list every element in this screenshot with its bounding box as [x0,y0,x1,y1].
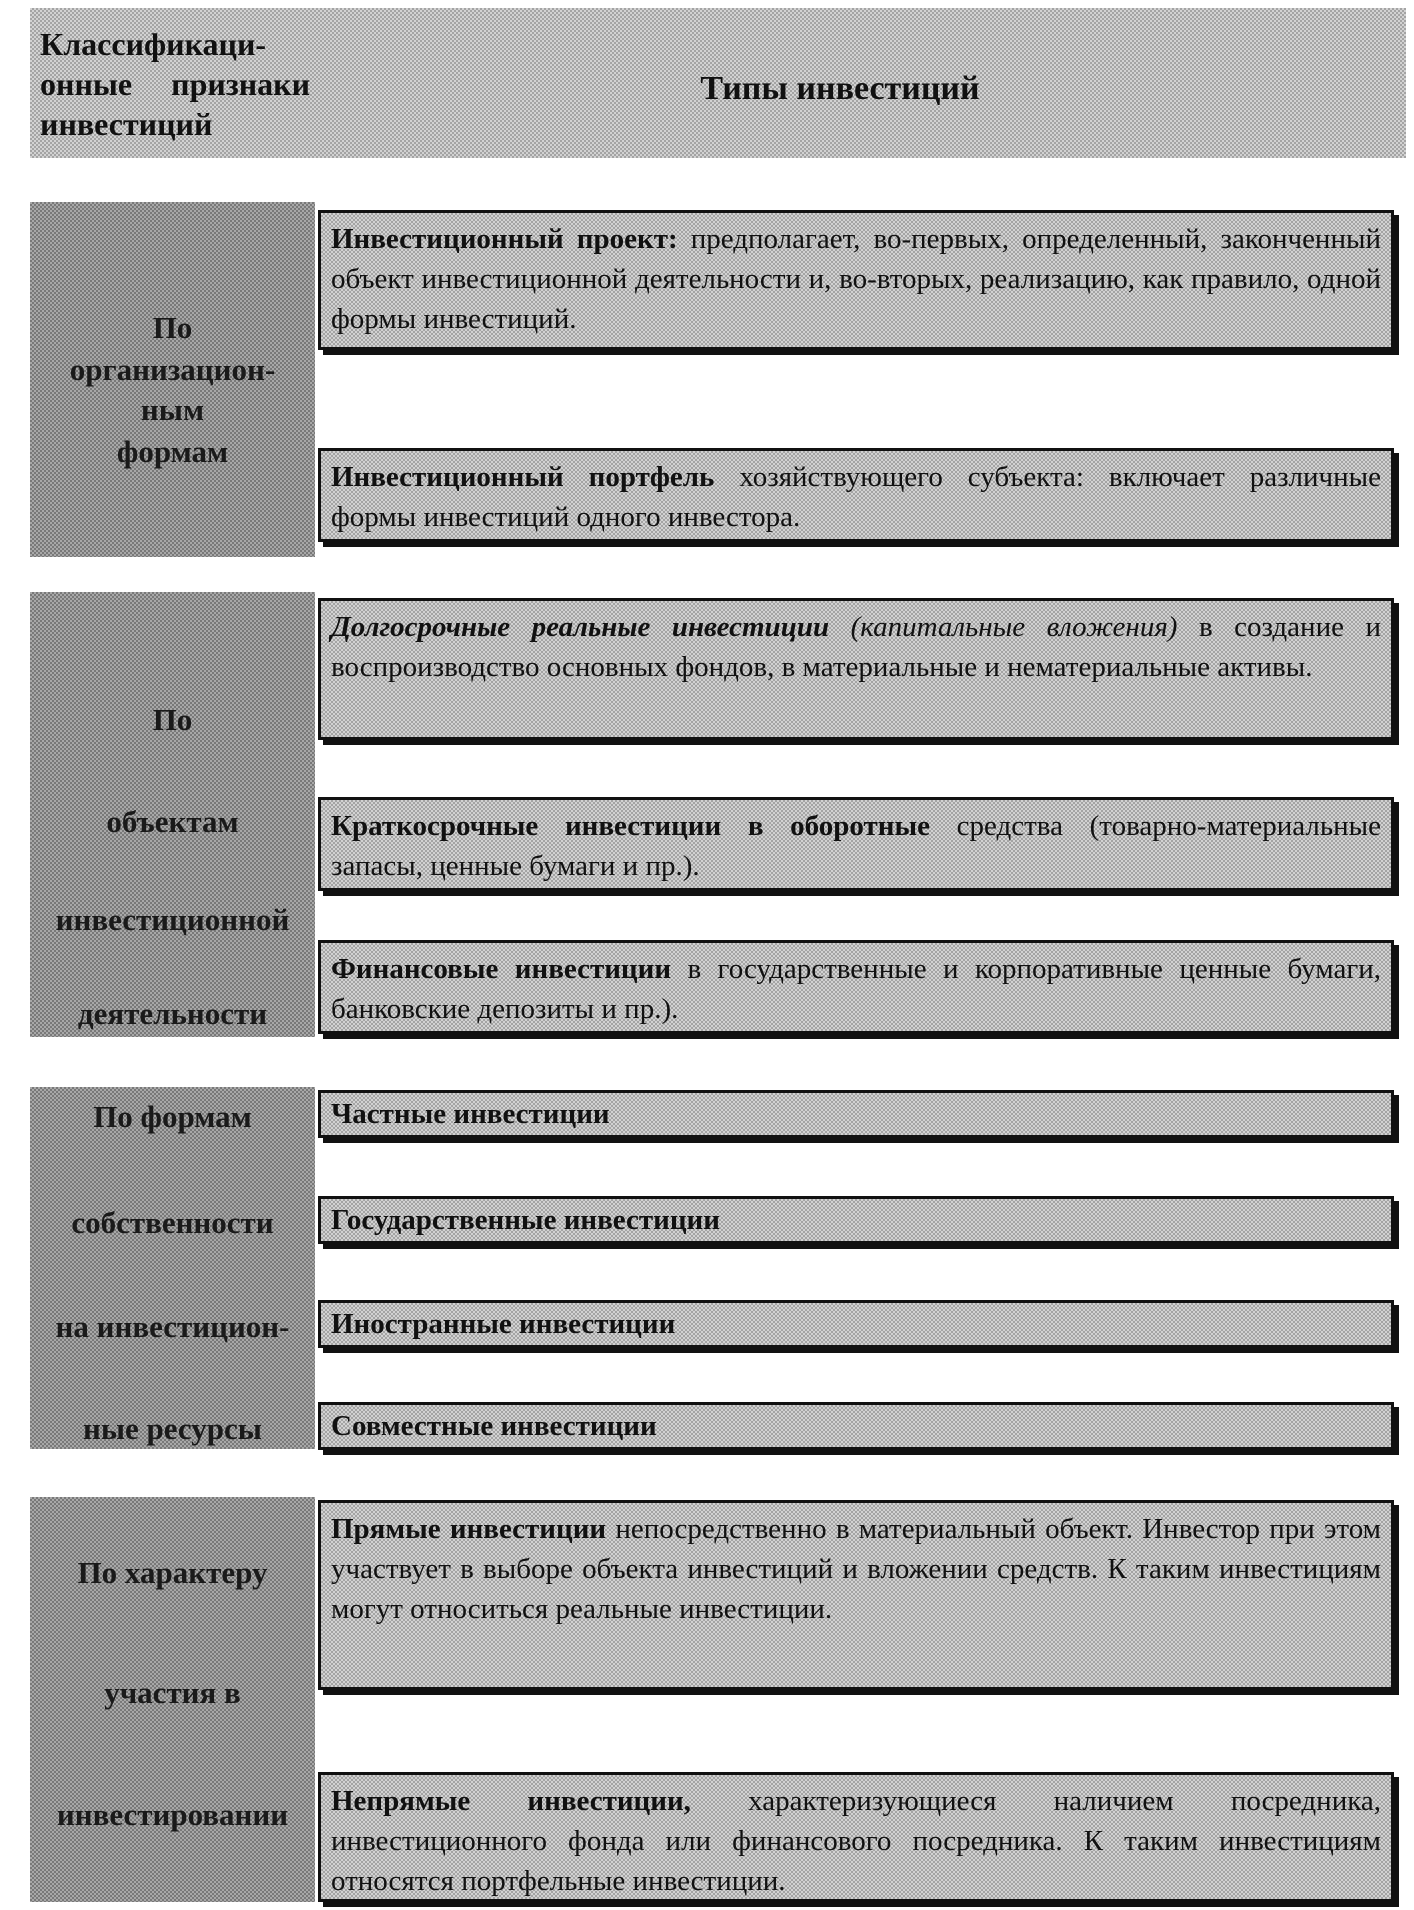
type-box [318,1300,1394,1348]
type-box [318,1500,1394,1690]
type-box [318,448,1394,542]
category-line: ные ресурсы [82,1411,262,1446]
category-line: организацион- [69,352,276,387]
category-objects [30,592,315,1037]
type-box [318,1772,1394,1902]
type-lead: Непрямые инвестиции, [331,1785,691,1817]
category-line: По [152,702,193,737]
type-lead: Финансовые инвестиции [331,953,672,985]
type-box [318,1402,1394,1450]
type-box [318,210,1394,350]
type-text: в государственные и корпоративные ценные бумаги, банковские депозиты и пр.). [331,953,1381,1025]
type-lead: Долгосрочные реальные инвестиции [331,611,830,643]
type-text: средства (товарно-материальные запасы, ценные бумаги и пр.). [331,810,1381,882]
category-participation [30,1497,315,1902]
category-line: инвестировании [56,1797,289,1832]
type-box [318,1090,1394,1138]
category-line: формам [116,434,229,469]
type-lead: Иностранные инвестиции [331,1308,676,1340]
type-text: характеризующиеся наличием посредника, инвестиционного фонда или финансового посредника. К таким инвестициям относятся портфельные инвестиции. [331,1785,1381,1897]
type-lead: Прямые инвестиции [331,1513,607,1545]
category-line: объектам [106,804,239,839]
type-lead: Инвестиционный портфель [331,461,715,493]
type-italic: (капитальные вложения) [829,611,1178,643]
type-lead: Государственные инвестиции [331,1204,720,1236]
category-line: По [152,310,193,345]
category-line: собственности [71,1205,274,1240]
type-box [318,940,1394,1034]
type-lead: Инвестиционный проект: [331,223,678,255]
type-text: непосредственно в материальный объект. Инвестор при этом участвует в выборе объекта инвестиций и вложении средств. К таким инвестициям могут относиться реальные инвестиции. [331,1513,1381,1625]
type-text: в создание и воспроизводство основных фондов, в материальные и нематериальные активы. [331,611,1381,683]
category-ownership [30,1087,315,1449]
header-classification-label: Классификаци-онные признаки инвестиций [40,26,310,142]
category-line: ным [140,392,205,427]
type-text: предполагает, во-первых, определенный, законченный объект инвестиционной деятельности и, во-вторых, реализацию, как правило, одной формы инвестиций. [331,223,1381,335]
category-line: инвестиционной [55,902,290,937]
type-box [318,598,1394,740]
type-box [318,797,1394,891]
category-line: участия в [104,1675,241,1710]
header-types-label: Типы инвестиций [700,70,980,107]
type-lead: Совместные инвестиции [331,1410,657,1442]
category-line: По характеру [77,1555,268,1590]
category-line: на инвестицион- [55,1309,290,1344]
type-lead: Краткосрочные инвестиции в оборотные [331,810,930,842]
type-box [318,1196,1394,1244]
category-line: деятельности [77,996,268,1031]
category-line: По формам [93,1099,252,1134]
type-lead: Частные инвестиции [331,1098,610,1130]
type-text: хозяйствующего субъекта: включает различные формы инвестиций одного инвестора. [331,461,1381,533]
category-organizational [30,202,315,557]
table-header [30,8,1406,158]
